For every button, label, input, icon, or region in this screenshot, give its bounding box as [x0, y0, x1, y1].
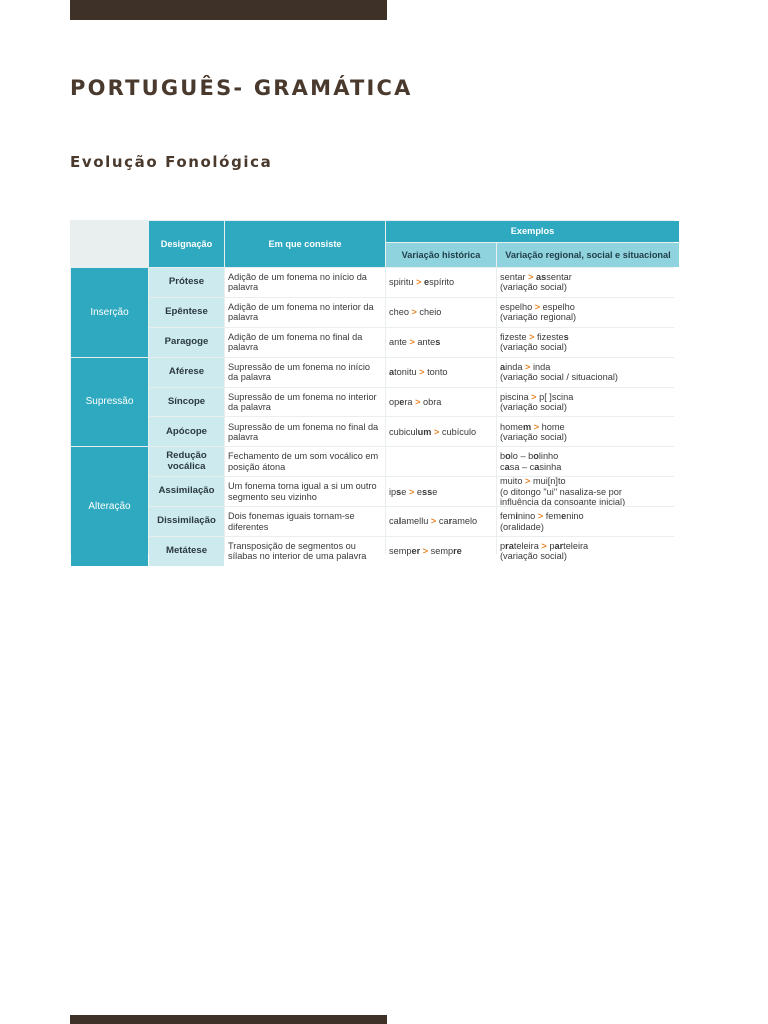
- example-text: home: [541, 421, 565, 432]
- example-text: (variação social): [500, 402, 567, 412]
- example-text: linho: [538, 451, 559, 462]
- header-em-que-consiste: Em que consiste: [225, 221, 385, 267]
- example-text: lo – b: [510, 451, 534, 462]
- example-text: cubículo: [441, 426, 477, 437]
- example-text: fem: [500, 511, 516, 522]
- evolution-arrow: >: [532, 302, 543, 313]
- example-text: tonto: [427, 366, 448, 377]
- description-cell: Um fonema torna igual a si um outro segmento seu vizinho: [225, 477, 385, 506]
- evolution-arrow: >: [522, 361, 533, 372]
- example-text: ip: [389, 486, 397, 497]
- example-text: spírito: [429, 277, 455, 288]
- highlighted-segment: r: [448, 516, 453, 527]
- evolution-arrow: >: [535, 511, 546, 522]
- group-label: Alteração: [71, 447, 148, 566]
- regional-example-cell: [497, 537, 679, 566]
- highlighted-segment: ss: [422, 486, 433, 497]
- example-text: ante: [389, 337, 407, 348]
- historical-example-cell: [386, 388, 496, 417]
- highlighted-segment: ar: [554, 541, 564, 552]
- example-text: p: [500, 541, 506, 552]
- example-text: p: [549, 541, 555, 552]
- highlighted-segment: s: [435, 337, 441, 348]
- highlighted-segment: a: [504, 461, 510, 472]
- designation-cell: Redução vocálica: [149, 447, 224, 476]
- example-text: ante: [417, 337, 436, 348]
- historical-example-cell: [386, 447, 496, 476]
- evolution-arrow: >: [406, 337, 418, 348]
- example-text: semp: [430, 546, 454, 557]
- example-text: piscina: [500, 391, 529, 402]
- example-text: (variação social): [500, 431, 567, 442]
- highlighted-segment: o: [533, 451, 539, 462]
- highlighted-segment: re: [453, 546, 462, 557]
- example-text: b: [500, 451, 506, 462]
- regional-example-cell: [497, 477, 679, 506]
- example-text: spiritu: [389, 277, 414, 288]
- example-text: inda: [532, 361, 551, 372]
- highlighted-segment: ra: [505, 541, 514, 552]
- description-cell: Adição de um fonema no interior da palavra: [225, 298, 385, 327]
- historical-example-cell: [386, 537, 496, 566]
- description-cell: Supressão de um fonema no interior da palavra: [225, 388, 385, 417]
- historical-example-cell: [386, 358, 496, 387]
- historical-example-cell: [386, 417, 496, 446]
- designation-cell: Síncope: [149, 388, 224, 417]
- regional-example-cell: [497, 268, 679, 297]
- regional-example-cell: [497, 358, 679, 387]
- example-text: semp: [389, 546, 412, 557]
- evolution-arrow: >: [525, 272, 537, 283]
- designation-cell: Prótese: [149, 268, 224, 297]
- example-text: obra: [423, 396, 442, 407]
- example-text: home: [500, 421, 523, 432]
- description-cell: Supressão de um fonema no início da palavra: [225, 358, 385, 387]
- header-variacao-historica: Variação histórica: [386, 243, 496, 267]
- regional-example-cell: [497, 447, 679, 476]
- example-text: op: [389, 396, 400, 407]
- designation-cell: Epêntese: [149, 298, 224, 327]
- historical-example-cell: [386, 298, 496, 327]
- page-title: PORTUGUÊS- GRAMÁTICA: [70, 76, 413, 100]
- regional-example-cell: [497, 298, 679, 327]
- highlighted-segment: a: [389, 366, 395, 377]
- top-decorative-bar: [70, 0, 387, 20]
- example-text: espelho: [542, 302, 575, 313]
- designation-cell: Apócope: [149, 417, 224, 446]
- designation-cell: Assimilação: [149, 477, 224, 506]
- example-text: muito: [500, 477, 523, 487]
- description-cell: Transposição de segmentos ou sílabas no interior de uma palavra: [225, 537, 385, 566]
- bottom-decorative-bar: [70, 1015, 387, 1024]
- highlighted-segment: o: [505, 451, 511, 462]
- example-text: (variação regional): [500, 312, 577, 323]
- example-text: sinha: [539, 461, 562, 472]
- regional-example-cell: [497, 507, 679, 536]
- highlighted-segment: m: [522, 421, 532, 432]
- regional-example-cell: [497, 417, 679, 446]
- historical-example-cell: [386, 507, 496, 536]
- example-text: (oralidade): [500, 521, 544, 532]
- example-text: cubicul: [389, 426, 418, 437]
- example-text: c: [500, 461, 505, 472]
- description-cell: Fechamento de um som vocálico em posição átona: [225, 447, 385, 476]
- example-text: influência da consoante inicial): [500, 496, 626, 507]
- description-cell: Dois fonemas iguais tornam-se diferentes: [225, 507, 385, 536]
- evolution-arrow: >: [538, 541, 550, 552]
- designation-cell: Dissimilação: [149, 507, 224, 536]
- highlighted-segment: e: [399, 396, 405, 407]
- header-exemplos: Exemplos: [386, 221, 679, 242]
- historical-example-cell: [386, 328, 496, 357]
- example-text: (variação social): [500, 342, 567, 353]
- example-text: ca: [438, 516, 449, 527]
- example-text: tonitu: [394, 366, 417, 377]
- highlighted-segment: er: [411, 546, 421, 557]
- evolution-arrow: >: [531, 421, 542, 432]
- evolution-arrow: >: [526, 331, 538, 342]
- example-text: sentar: [500, 272, 526, 283]
- phonological-evolution-table: [70, 220, 674, 562]
- example-text: teleira: [513, 541, 539, 552]
- example-text: amelo: [452, 516, 478, 527]
- designation-cell: Metátese: [149, 537, 224, 566]
- evolution-arrow: >: [431, 426, 442, 437]
- example-text: fizeste: [500, 331, 527, 342]
- group-label: Supressão: [71, 358, 148, 447]
- example-text: (variação social): [500, 551, 567, 562]
- example-text: mui[n]to: [532, 477, 566, 487]
- example-text: ca: [389, 516, 399, 527]
- designation-cell: Aférese: [149, 358, 224, 387]
- example-text: teleira: [563, 541, 589, 552]
- designation-cell: Paragoge: [149, 328, 224, 357]
- evolution-arrow: >: [408, 307, 420, 318]
- evolution-arrow: >: [428, 516, 439, 527]
- historical-example-cell: [386, 477, 496, 506]
- highlighted-segment: l: [398, 516, 402, 527]
- table-corner: [71, 221, 148, 267]
- evolution-arrow: >: [420, 546, 431, 557]
- regional-example-cell: [497, 388, 679, 417]
- header-designacao: Designação: [149, 221, 224, 267]
- evolution-arrow: >: [528, 391, 540, 402]
- example-text: sa – c: [509, 461, 535, 472]
- example-text: fem: [545, 511, 562, 522]
- highlighted-segment: i: [515, 511, 518, 522]
- example-text: fizeste: [537, 331, 564, 342]
- example-text: cheo: [389, 307, 409, 318]
- highlighted-segment: um: [417, 426, 432, 437]
- historical-example-cell: [386, 268, 496, 297]
- section-subtitle: Evolução Fonológica: [70, 153, 273, 171]
- highlighted-segment: s: [396, 486, 402, 497]
- evolution-arrow: >: [522, 477, 533, 487]
- highlighted-segment: a: [500, 361, 506, 372]
- highlighted-segment: e: [561, 511, 567, 522]
- example-text: nino: [566, 511, 584, 522]
- header-variacao-regional: Variação regional, social e situacional: [497, 243, 679, 267]
- evolution-arrow: >: [416, 366, 428, 377]
- group-label: Inserção: [71, 268, 148, 357]
- example-text: nino: [517, 511, 536, 522]
- example-text: espelho: [500, 302, 533, 313]
- regional-example-cell: [497, 328, 679, 357]
- description-cell: Adição de um fonema no final da palavra: [225, 328, 385, 357]
- example-text: amellu: [401, 516, 429, 527]
- example-text: p[ ]scina: [539, 391, 574, 402]
- evolution-arrow: >: [406, 486, 417, 497]
- example-text: ra: [404, 396, 413, 407]
- example-text: inda: [505, 361, 523, 372]
- highlighted-segment: s: [563, 331, 569, 342]
- description-cell: Supressão de um fonema no final da palavra: [225, 417, 385, 446]
- example-text: (variação social): [500, 282, 567, 293]
- example-text: e: [416, 486, 423, 497]
- highlighted-segment: e: [424, 277, 430, 288]
- evolution-arrow: >: [413, 277, 424, 288]
- example-text: cheio: [419, 307, 442, 318]
- highlighted-segment: a: [534, 461, 540, 472]
- evolution-arrow: >: [412, 396, 424, 407]
- example-text: (o ditongo "ui" nasaliza-se por: [500, 486, 622, 497]
- example-text: sentar: [546, 272, 572, 283]
- example-text: e: [432, 486, 438, 497]
- highlighted-segment: as: [536, 272, 547, 283]
- example-text: (variação social / situacional): [500, 372, 618, 383]
- description-cell: Adição de um fonema no início da palavra: [225, 268, 385, 297]
- example-text: e: [401, 486, 407, 497]
